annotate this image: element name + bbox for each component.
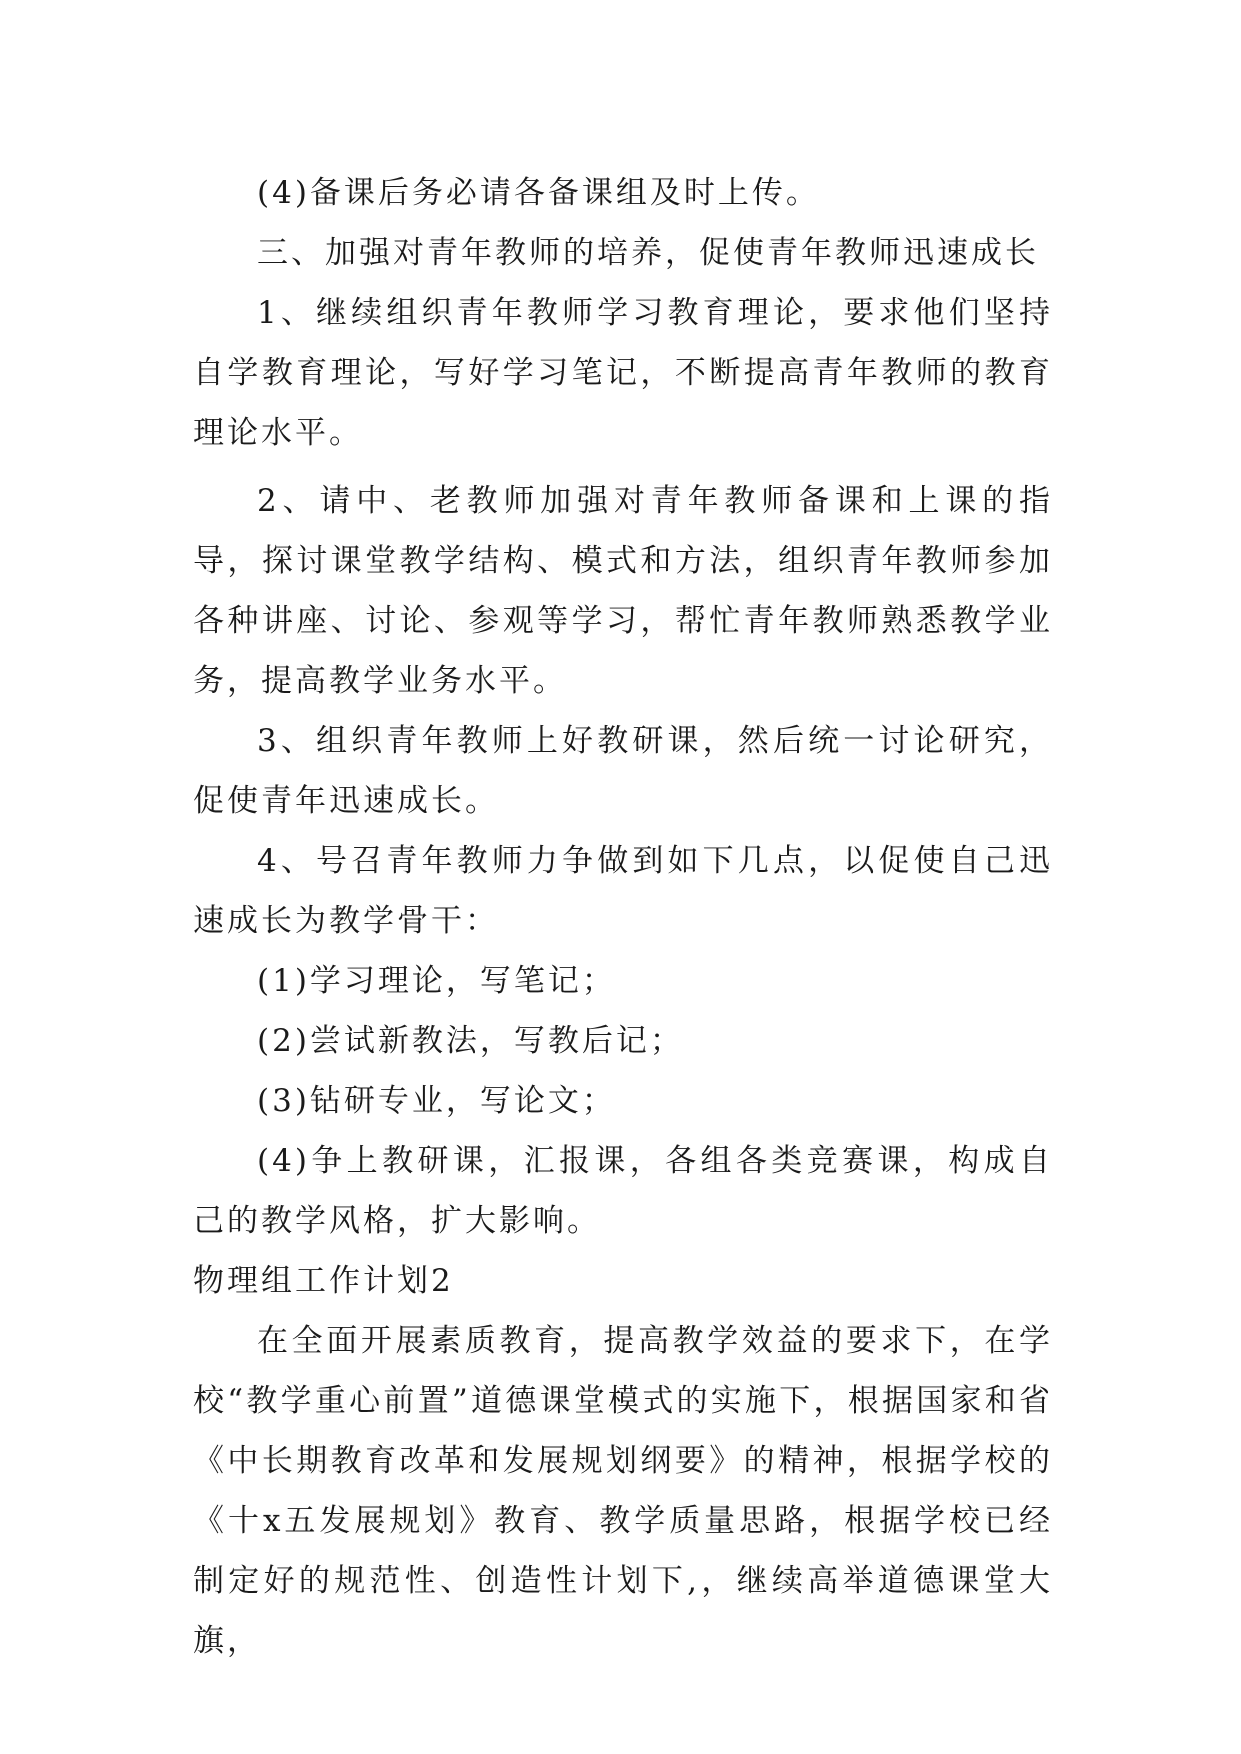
- list-item-1: (1)学习理论，写笔记；: [257, 963, 616, 999]
- document-body: [193, 163, 1053, 1671]
- section-heading-young-teachers: 三、加强对青年教师的培养，促使青年教师迅速成长: [257, 235, 1039, 271]
- document-title: 物理组工作计划2: [193, 1263, 454, 1299]
- paragraph-point-1: 1、继续组织青年教师学习教育理论，要求他们坚持自学教育理论，写好学习笔记，不断提高青年教师的教育理论水平。: [193, 295, 1053, 451]
- paragraph-point-4: 4、号召青年教师力争做到如下几点，以促使自己迅速成长为教学骨干：: [193, 843, 1053, 939]
- list-item-4: (4)争上教研课，汇报课，各组各类竞赛课，构成自己的教学风格，扩大影响。: [193, 1143, 1053, 1239]
- paragraph-intro: 在全面开展素质教育，提高教学效益的要求下，在学校“教学重心前置”道德课堂模式的实施下，根据国家和省《中长期教育改革和发展规划纲要》的精神，根据学校的《十x五发展规划》教育、教学质量思路，根据学校已经制定好的规范性、创造性计划下,，继续高举道德课堂大旗，: [193, 1323, 1053, 1659]
- paragraph-item-4-upload: (4)备课后务必请各备课组及时上传。: [257, 175, 820, 211]
- list-item-2: (2)尝试新教法，写教后记；: [257, 1023, 684, 1059]
- paragraph-point-2: 2、请中、老教师加强对青年教师备课和上课的指导，探讨课堂教学结构、模式和方法，组织青年教师参加各种讲座、讨论、参观等学习，帮忙青年教师熟悉教学业务，提高教学业务水平。: [193, 483, 1053, 699]
- list-item-3: (3)钻研专业，写论文；: [257, 1083, 616, 1119]
- paragraph-point-3: 3、组织青年教师上好教研课，然后统一讨论研究，促使青年迅速成长。: [193, 723, 1053, 819]
